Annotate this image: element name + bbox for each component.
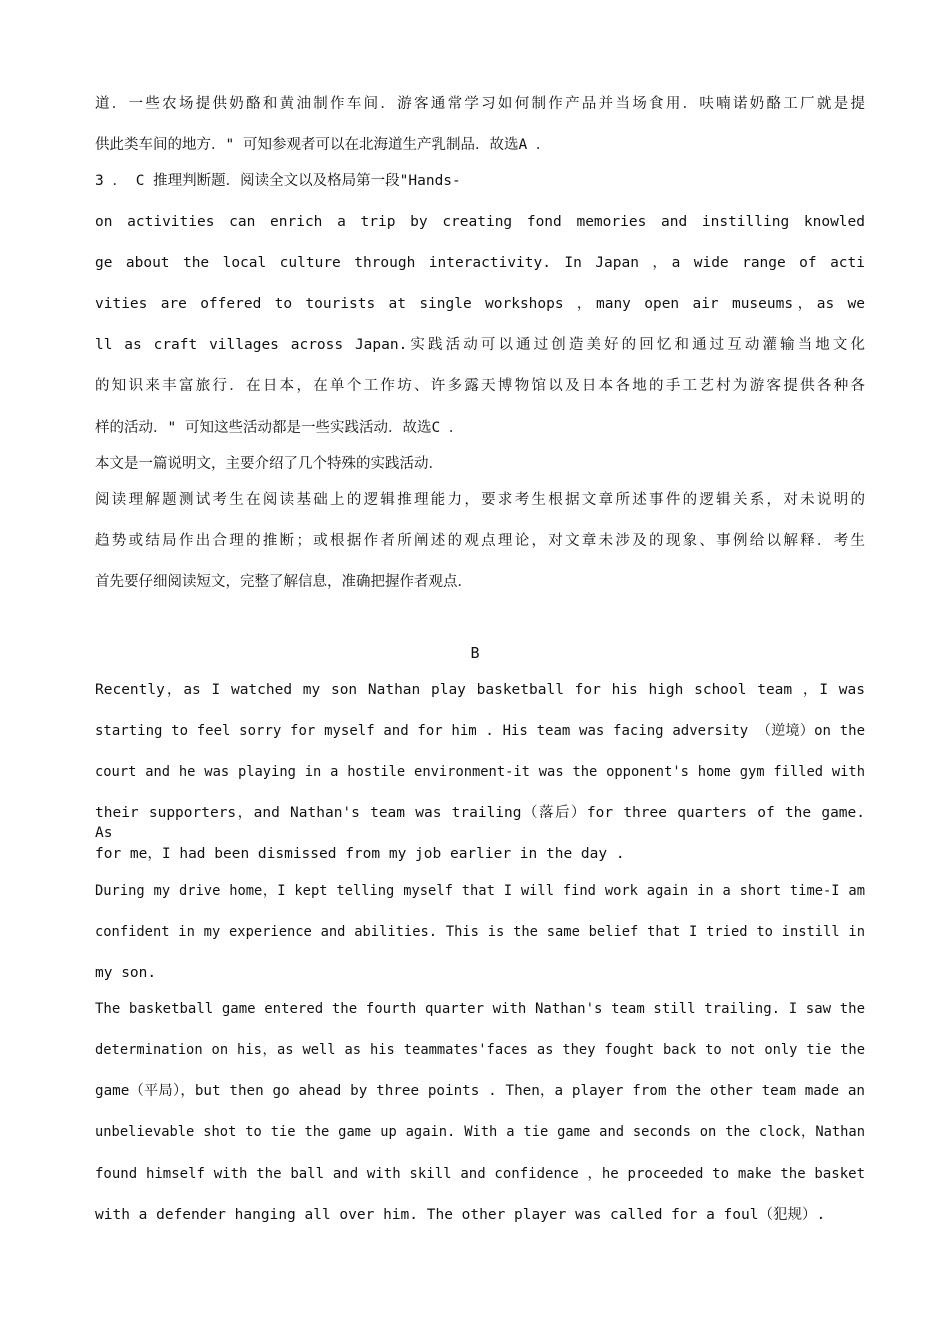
passage-line: starting to feel sorry for myself and for him . His team was facing adversity （逆境）on the [95, 723, 865, 739]
passage-line: determination on his，as well as his teammates'faces as they fought back to not only tie the [95, 1042, 865, 1058]
text-line: 本文是一篇说明文，主要介绍了几个特殊的实践活动． [95, 456, 443, 472]
text-line: ll as craft villages across Japan.实践活动可以通过创造美好的回忆和通过互动灌输当地文化 [95, 337, 865, 353]
section-title: B [470, 644, 480, 662]
text-line: 3 ． C 推理判断题．阅读全文以及格局第一段"Hands- [95, 173, 461, 189]
text-line: on activities can enrich a trip by creating fond memories and instilling knowled [95, 214, 865, 230]
text-line: 的知识来丰富旅行．在日本，在单个工作坊、许多露天博物馆以及日本各地的手工艺村为游客提供各种各 [95, 378, 865, 394]
text-line: 道．一些农场提供奶酪和黄油制作车间．游客通常学习如何制作产品并当场食用．呋喃诺奶酪工厂就是提 [95, 96, 865, 112]
passage-line: with a defender hanging all over him. The other player was called for a foul（犯规）. [95, 1207, 826, 1223]
passage-line: court and he was playing in a hostile environment-it was the opponent's home gym filled with [95, 764, 865, 780]
text-line: 趋势或结局作出合理的推断；或根据作者所阐述的观点理论，对文章未涉及的现象、事例给以解释．考生 [95, 533, 865, 549]
passage-line: game（平局），but then go ahead by three points . Then，a player from the other team made an [95, 1083, 865, 1099]
text-line: vities are offered to tourists at single workshops ，many open air museums，as we [95, 296, 865, 312]
text-line: 供此类车间的地方．" 可知参观者可以在北海道生产乳制品．故选A ． [95, 137, 551, 153]
passage-line: The basketball game entered the fourth quarter with Nathan's team still trailing. I saw the [95, 1001, 865, 1017]
text-line: 首先要仔细阅读短文，完整了解信息，准确把握作者观点． [95, 574, 472, 590]
passage-line: confident in my experience and abilities. This is the same belief that I tried to instill in [95, 924, 865, 940]
passage-line: During my drive home，I kept telling myself that I will find work again in a short time-I am [95, 883, 865, 899]
passage-line: my son. [95, 965, 157, 981]
text-line: ge about the local culture through interactivity. In Japan ，a wide range of acti [95, 255, 865, 271]
passage-line: found himself with the ball and with skill and confidence ，he proceeded to make the basket [95, 1166, 865, 1182]
passage-line: their supporters，and Nathan's team was trailing（落后）for three quarters of the game. As [95, 805, 865, 841]
passage-line: Recently，as I watched my son Nathan play basketball for his high school team ，I was [95, 682, 865, 698]
passage-line: unbelievable shot to tie the game up again. With a tie game and seconds on the clock，Nathan [95, 1124, 865, 1140]
text-line: 阅读理解题测试考生在阅读基础上的逻辑推理能力，要求考生根据文章所述事件的逻辑关系，对未说明的 [95, 492, 865, 508]
passage-line: for me，I had been dismissed from my job earlier in the day . [95, 846, 625, 862]
text-line: 样的活动．" 可知这些活动都是一些实践活动．故选C ． [95, 420, 464, 436]
